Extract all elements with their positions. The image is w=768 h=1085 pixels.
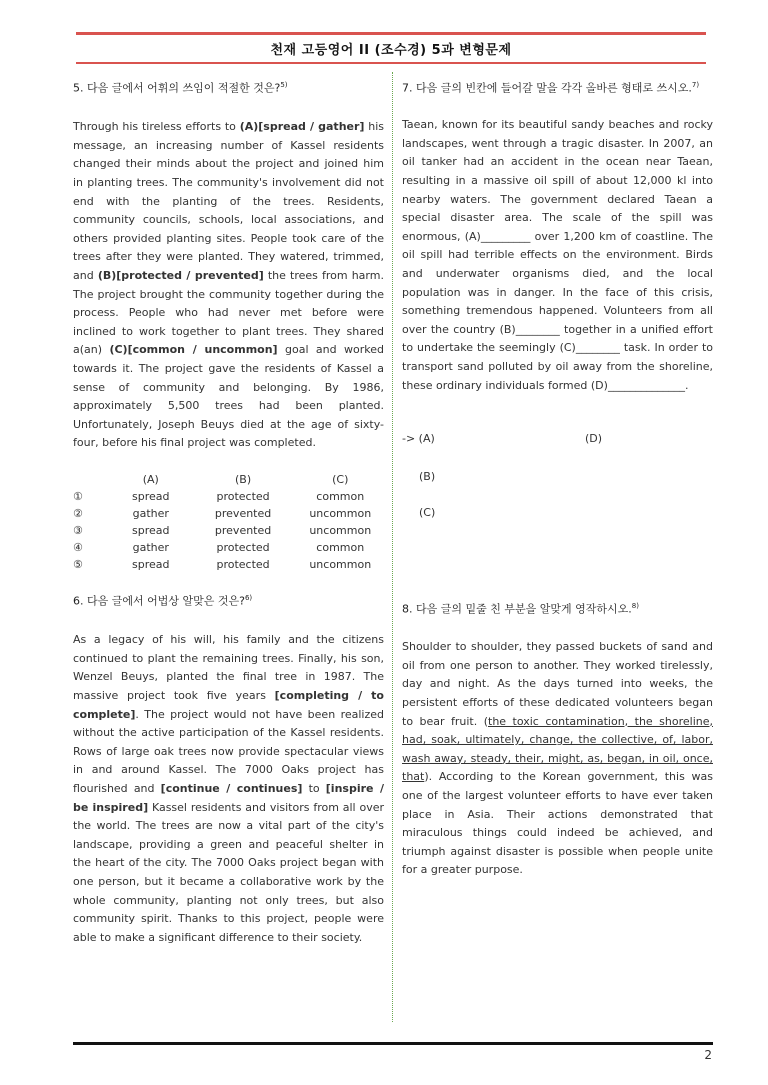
q8-prompt: 8. 다음 글의 밑줄 친 부분을 알맞게 영작하시오.$^{8)}$: [402, 602, 639, 616]
choice-row: ④ gather protected common: [73, 541, 365, 554]
question-5: [73, 76, 384, 453]
header-bottom-rule: [76, 62, 706, 64]
question-6: [73, 589, 384, 947]
answer-d-label: (D): [585, 432, 603, 445]
q7-passage: Taean, known for its beautiful sandy beaches and rocky landscapes, went through a tragic disaster. In 2007, an oil tanker had an accident in the ocean near Taean, resulting in a massive oil spill of about 12,000 kl into nearby waters. The government declared Taean a special disaster area. The scale of the spill was enormous, (A)_________ over 1,200 km of coastline. The oil spill had terrible effects on the environment. Birds and underwater organisms died, and the local population was in danger. In the face of this crisis, something tremendous happened. Volunteers from all over the country (B)________ together in a unified effort to undertake the seemingly (C)________ task. In order to transport sand polluted by oil away from the shoreline, these ordinary individuals formed (D)______________.: [402, 118, 713, 392]
q5-choices: [73, 471, 384, 573]
q8-passage: Shoulder to shoulder, they passed buckets of sand and oil from one person to another. They worked tirelessly, day and night. As the days turned into weeks, the persistent efforts of these dedicated volunteers began to bear fruit. (the toxic contamination, the shoreline, had, soak, ultimately, change, the collective, of, labor, wash away, steady, their, might, as, began, in oil, once, that). According to the Korean government, this was one of the largest volunteer efforts to have ever taken place in Asia. Their actions demonstrated that miraculous things could indeed be achieved, and triumph against disaster is possible when people unite for a greater purpose.: [402, 640, 713, 877]
choice-row: ③ spread prevented uncommon: [73, 524, 372, 537]
q7-answers: [402, 430, 713, 522]
q7-prompt: 7. 다음 글의 빈칸에 들어갈 말을 각각 올바른 형태로 쓰시오.$^{7)}$: [402, 81, 700, 95]
page-title: 천재 고등영어 II (조수경) 5과 변형문제: [270, 43, 512, 58]
question-7: [402, 76, 713, 395]
answer-a-label: -> (A): [402, 432, 435, 445]
answer-b-label: (B): [419, 470, 436, 483]
header-top-rule: [76, 32, 706, 35]
column-divider: [392, 72, 393, 1022]
answer-c-label: (C): [419, 505, 436, 519]
q6-passage: As a legacy of his will, his family and the citizens continued to plant the remaining trees. Finally, his son, Wenzel Beuys, planted the final tree in 1987. The massive project took five years [completing / to complete]. The project would not have been realized without the active participation of the Kassel residents. Rows of large oak trees now provide spectacular views in and around Kassel. The 7000 Oaks project has flourished and [continue / continues] to [inspire / be inspired] Kassel residents and visitors from all over the world. The trees are now a vital part of the city's landscape, providing a green and peaceful shelter in the heart of the city. The 7000 Oaks project began with one person, but it became a collaborative work by the whole community, planting not only trees, but also community spirit. Thanks to this project, people were able to make a significant difference to their society.: [73, 633, 384, 944]
choice-header-row: (A) (B) (C): [142, 473, 349, 486]
q5-prompt: 5. 다음 글에서 어휘의 쓰임이 적절한 것은?$^{5)}$: [73, 81, 288, 95]
page-number: 2: [704, 1048, 712, 1062]
question-8: [402, 597, 713, 880]
choice-row: ⑤ spread protected uncommon: [73, 558, 372, 571]
choice-row: ② gather prevented uncommon: [73, 507, 372, 520]
underlined-phrase: the toxic contamination, the shoreline, had, soak, ultimately, change, the collective, of, labor, wash away, steady, their, might, as, began, in oil, once, that: [402, 714, 713, 784]
q5-passage: Through his tireless efforts to (A)[spread / gather] his message, an increasing number of Kassel residents changed their minds about the project and joined him in planting trees. The community's involvement did not end with the planting of the trees. Residents, community councils, schools, local associations, and others provided planting sites. People took care of the trees after they were planted. They watered, trimmed, and (B)[protected / prevented] the trees from harm. The project brought the community together during the process. People who had never met before were inclined to work together to plant trees. They shared a(an) (C)[common / uncommon] goal and worked towards it. The project gave the residents of Kassel a sense of community and belonging. By 1986, approximately 5,500 trees had been planted. Unfortunately, Joseph Beuys died at the age of sixty-four, before his final project was completed.: [73, 120, 384, 450]
choice-row: ① spread protected common: [73, 490, 365, 503]
footer-rule: [73, 1042, 713, 1045]
q6-prompt: 6. 다음 글에서 어법상 알맞은 것은?$^{6)}$: [73, 594, 253, 608]
